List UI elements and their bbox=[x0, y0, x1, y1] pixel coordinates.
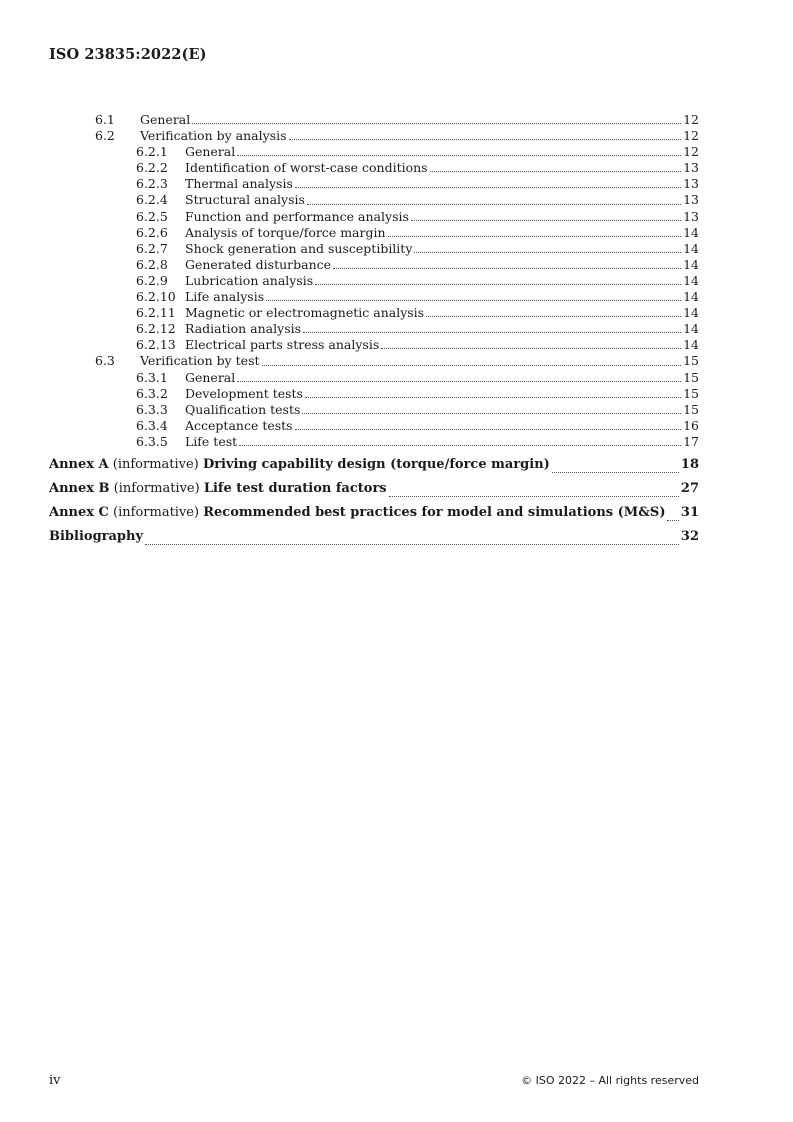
dot-leader bbox=[381, 347, 681, 349]
toc-entry-title: General bbox=[185, 144, 236, 160]
toc-entry-page: 15 bbox=[683, 369, 699, 385]
toc-entry-page: 14 bbox=[683, 256, 699, 272]
document-id: ISO 23835:2022(E) bbox=[49, 46, 207, 63]
toc-entry[interactable] bbox=[49, 257, 699, 273]
toc-entry-number: 6.3 bbox=[95, 353, 115, 369]
dot-leader bbox=[552, 471, 679, 473]
toc-entry[interactable] bbox=[49, 305, 699, 321]
toc-entry-number: 6.2.1 bbox=[136, 144, 168, 160]
dot-leader bbox=[333, 267, 681, 269]
toc-entry-title: Life analysis bbox=[185, 289, 265, 305]
toc-annexes bbox=[49, 453, 699, 525]
toc-entry[interactable] bbox=[49, 353, 699, 369]
toc-entry-page: 14 bbox=[683, 224, 699, 240]
dot-leader bbox=[307, 203, 681, 205]
toc-entry-page: 12 bbox=[683, 144, 699, 160]
toc-entry-number: 6.2.8 bbox=[136, 256, 168, 272]
toc-entry-page: 12 bbox=[683, 128, 699, 144]
toc-entry-title: Verification by test bbox=[140, 353, 260, 369]
toc-entry-title: Verification by analysis bbox=[140, 128, 287, 144]
toc-entry[interactable] bbox=[49, 241, 699, 257]
dot-leader bbox=[315, 283, 681, 285]
toc-entry[interactable] bbox=[49, 289, 699, 305]
dot-leader bbox=[430, 170, 681, 172]
toc-entry-title: Analysis of torque/force margin bbox=[185, 224, 386, 240]
dot-leader bbox=[295, 186, 681, 188]
toc-entry-title: Qualification tests bbox=[185, 401, 301, 417]
toc-entry-title: Function and performance analysis bbox=[185, 208, 409, 224]
toc-entry-number: 6.2.9 bbox=[136, 272, 168, 288]
toc-entry-page: 13 bbox=[683, 192, 699, 208]
toc-entry-number: 6.2.13 bbox=[136, 337, 176, 353]
toc-entry-number: 6.2 bbox=[95, 128, 115, 144]
dot-leader bbox=[237, 380, 681, 382]
dot-leader bbox=[239, 444, 681, 446]
toc-entry-title: Structural analysis bbox=[185, 192, 305, 208]
toc-entry-title: Generated disturbance bbox=[185, 256, 332, 272]
toc-entry-title: Radiation analysis bbox=[185, 321, 302, 337]
dot-leader bbox=[295, 428, 681, 430]
annex-title: Driving capability design (torque/force margin) bbox=[202, 456, 550, 472]
annex-type: (informative) bbox=[113, 504, 200, 520]
toc-entry[interactable] bbox=[49, 209, 699, 225]
toc-entry-number: 6.2.2 bbox=[136, 160, 168, 176]
toc-entry-number: 6.3.3 bbox=[136, 401, 168, 417]
annex-title: Life test duration factors bbox=[203, 480, 387, 496]
toc-entry-number: 6.3.4 bbox=[136, 417, 168, 433]
toc-entry-number: 6.2.4 bbox=[136, 192, 168, 208]
toc-entry[interactable] bbox=[49, 386, 699, 402]
toc-entry-number: 6.2.12 bbox=[136, 321, 176, 337]
toc-entry-number: 6.3.1 bbox=[136, 369, 168, 385]
toc-annex-entry[interactable] bbox=[49, 501, 699, 525]
toc-entry-page: 14 bbox=[683, 337, 699, 353]
bibliography-title: Bibliography bbox=[49, 528, 144, 544]
toc-entry-title: Life test bbox=[185, 433, 238, 449]
toc-entry-page: 14 bbox=[683, 289, 699, 305]
dot-leader bbox=[266, 299, 681, 301]
dot-leader bbox=[426, 315, 681, 317]
toc-entry-page: 15 bbox=[683, 385, 699, 401]
toc-entry[interactable] bbox=[49, 128, 699, 144]
dot-leader bbox=[305, 396, 681, 398]
dot-leader bbox=[289, 138, 682, 140]
toc-entry-number: 6.2.3 bbox=[136, 176, 168, 192]
toc-entry-number: 6.2.11 bbox=[136, 305, 176, 321]
toc-entry-page: 14 bbox=[683, 305, 699, 321]
toc-entry-number: 6.2.10 bbox=[136, 289, 176, 305]
toc-entry-title: General bbox=[140, 112, 191, 127]
toc-entry-title: Acceptance tests bbox=[185, 417, 293, 433]
toc-entry[interactable] bbox=[49, 321, 699, 337]
toc-entry-number: 6.2.5 bbox=[136, 208, 168, 224]
dot-leader bbox=[302, 412, 681, 414]
annex-page: 31 bbox=[680, 504, 699, 520]
toc-entry-number: 6.3.5 bbox=[136, 433, 168, 449]
toc-entry-page: 14 bbox=[683, 240, 699, 256]
dot-leader bbox=[262, 364, 681, 366]
toc-entry-page: 15 bbox=[683, 401, 699, 417]
dot-leader bbox=[303, 331, 681, 333]
dot-leader bbox=[414, 251, 681, 253]
toc-entry-page: 17 bbox=[683, 433, 699, 449]
toc-annex-entry[interactable] bbox=[49, 477, 699, 501]
table-of-contents bbox=[49, 112, 699, 549]
toc-entry-page: 13 bbox=[683, 176, 699, 192]
toc-entry[interactable] bbox=[49, 225, 699, 241]
toc-entries bbox=[49, 112, 699, 450]
toc-entry[interactable] bbox=[49, 418, 699, 434]
toc-entry-title: Shock generation and susceptibility bbox=[185, 240, 413, 256]
dot-leader bbox=[667, 519, 678, 521]
toc-bibliography[interactable] bbox=[49, 525, 699, 549]
toc-entry-title: General bbox=[185, 369, 236, 385]
annex-label: Annex C bbox=[49, 504, 109, 520]
toc-entry[interactable] bbox=[49, 112, 699, 128]
toc-entry-title: Magnetic or electromagnetic analysis bbox=[185, 305, 425, 321]
annex-page: 18 bbox=[680, 456, 699, 472]
annex-title: Recommended best practices for model and simulations (M&S) bbox=[203, 504, 666, 520]
toc-entry[interactable] bbox=[49, 176, 699, 192]
toc-entry-number: 6.2.7 bbox=[136, 240, 168, 256]
toc-entry-page: 14 bbox=[683, 321, 699, 337]
toc-entry[interactable] bbox=[49, 160, 699, 176]
toc-entry-title: Development tests bbox=[185, 385, 303, 401]
page-number: iv bbox=[49, 1073, 61, 1088]
dot-leader bbox=[145, 543, 679, 545]
toc-entry[interactable] bbox=[49, 370, 699, 386]
toc-entry-number: 6.1 bbox=[95, 112, 115, 127]
toc-entry-number: 6.2.6 bbox=[136, 224, 168, 240]
dot-leader bbox=[192, 122, 681, 124]
dot-leader bbox=[389, 495, 679, 497]
dot-leader bbox=[388, 235, 681, 237]
toc-entry-title: Thermal analysis bbox=[185, 176, 293, 192]
bibliography-page: 32 bbox=[680, 528, 699, 544]
toc-entry[interactable] bbox=[49, 144, 699, 160]
copyright-notice: © ISO 2022 – All rights reserved bbox=[521, 1074, 699, 1087]
toc-entry-page: 15 bbox=[683, 353, 699, 369]
toc-entry-title: Identification of worst-case conditions bbox=[185, 160, 428, 176]
toc-entry-page: 13 bbox=[683, 160, 699, 176]
annex-label: Annex B bbox=[49, 480, 110, 496]
toc-entry[interactable] bbox=[49, 192, 699, 208]
toc-entry[interactable] bbox=[49, 434, 699, 450]
toc-entry-page: 12 bbox=[683, 112, 699, 127]
annex-page: 27 bbox=[680, 480, 699, 496]
dot-leader bbox=[411, 219, 681, 221]
toc-entry[interactable] bbox=[49, 273, 699, 289]
toc-entry-title: Electrical parts stress analysis bbox=[185, 337, 380, 353]
toc-entry-title: Lubrication analysis bbox=[185, 272, 314, 288]
toc-entry[interactable] bbox=[49, 402, 699, 418]
toc-entry[interactable] bbox=[49, 337, 699, 353]
toc-annex-entry[interactable] bbox=[49, 453, 699, 477]
toc-entry-number: 6.3.2 bbox=[136, 385, 168, 401]
dot-leader bbox=[237, 154, 681, 156]
toc-entry-page: 16 bbox=[683, 417, 699, 433]
toc-entry-page: 14 bbox=[683, 272, 699, 288]
toc-entry-page: 13 bbox=[683, 208, 699, 224]
annex-label: Annex A bbox=[49, 456, 109, 472]
annex-type: (informative) bbox=[112, 456, 199, 472]
annex-type: (informative) bbox=[113, 480, 200, 496]
